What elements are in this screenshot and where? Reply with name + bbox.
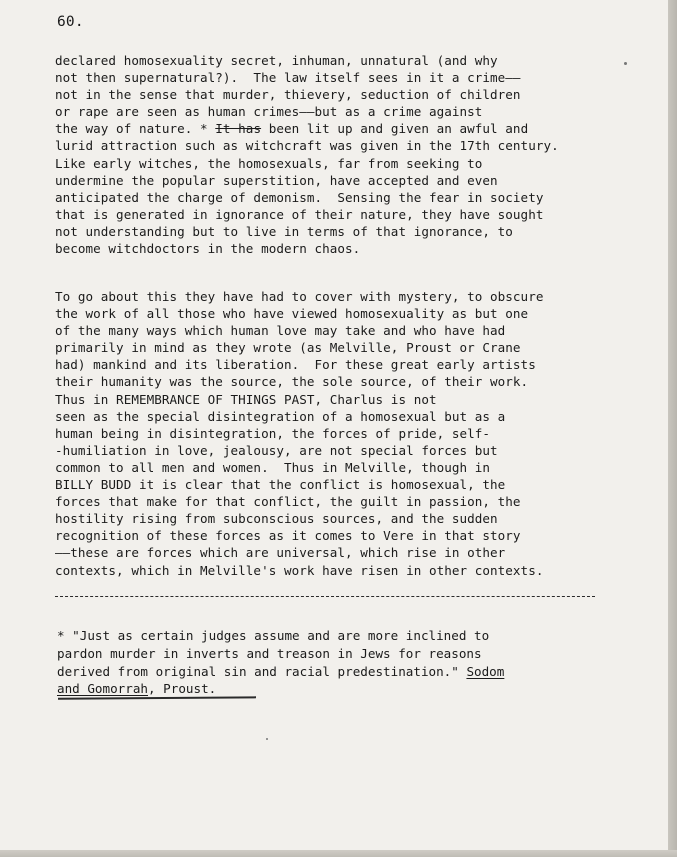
text-line: their humanity was the source, the sole source, of their work. bbox=[55, 374, 529, 390]
text-line: lurid attraction such as witchcraft was given in the 17th century. bbox=[55, 138, 559, 154]
paragraph-1 bbox=[55, 52, 615, 257]
hand-drawn-underline bbox=[58, 696, 256, 699]
text-line: declared homosexuality secret, inhuman, unnatural (and why bbox=[55, 53, 498, 68]
text-line: of the many ways which human love may take and who have had bbox=[55, 323, 506, 339]
book-title-part: Sodom bbox=[466, 663, 505, 679]
footnote bbox=[57, 627, 617, 698]
text-line: recognition of these forces as it comes to Vere in that story bbox=[55, 528, 521, 544]
text-line: primarily in mind as they wrote (as Melville, Proust or Crane bbox=[55, 340, 521, 356]
corrected-text: It has bbox=[215, 121, 262, 137]
text-line: not in the sense that murder, thievery, seduction of children bbox=[55, 87, 521, 103]
text-line: forces that make for that conflict, the guilt in passion, the bbox=[55, 494, 521, 510]
footnote-text: derived from original sin and racial predestination." bbox=[57, 663, 467, 679]
text-line: the work of all those who have viewed homosexuality as but one bbox=[55, 306, 529, 322]
text-line: contexts, which in Melville's work have risen in other contexts. bbox=[55, 562, 544, 578]
paper-speck bbox=[624, 62, 627, 65]
text-line: or rape are seen as human crimes——but as a crime against bbox=[55, 104, 483, 120]
text-line: not then supernatural?). The law itself sees in it a crime—— bbox=[55, 70, 521, 86]
text-line: Thus in REMEMBRANCE OF THINGS PAST, Charlus is not bbox=[55, 391, 437, 407]
footnote-line: pardon murder in inverts and treason in Jews for reasons bbox=[57, 645, 482, 661]
text-fragment: been lit up and given an awful and bbox=[261, 121, 529, 137]
text-fragment: the way of nature. * bbox=[55, 121, 216, 137]
text-line: ——these are forces which are universal, which rise in other bbox=[55, 545, 506, 561]
footnote-line: * "Just as certain judges assume and are more inclined to bbox=[57, 628, 490, 643]
text-line: hostility rising from subconscious sources, and the sudden bbox=[55, 511, 498, 527]
text-line: BILLY BUDD it is clear that the conflict is homosexual, the bbox=[55, 477, 506, 493]
book-title-part: and Gomorrah bbox=[57, 681, 148, 697]
text-line: had) mankind and its liberation. For these great early artists bbox=[55, 357, 536, 373]
text-line: anticipated the charge of demonism. Sensing the fear in society bbox=[55, 189, 544, 205]
paper-speck bbox=[266, 738, 268, 740]
footnote-author: , Proust. bbox=[148, 681, 217, 697]
text-line: not understanding but to live in terms of that ignorance, to bbox=[55, 223, 513, 239]
text-line: -humiliation in love, jealousy, are not special forces but bbox=[55, 442, 498, 458]
footnote-line bbox=[57, 663, 617, 681]
page-number: 60. bbox=[57, 14, 84, 30]
text-line: seen as the special disintegration of a homosexual but as a bbox=[55, 408, 506, 424]
footnote-line bbox=[57, 680, 617, 698]
text-line: human being in disintegration, the forces of pride, self- bbox=[55, 425, 491, 441]
text-line: Like early witches, the homosexuals, far from seeking to bbox=[55, 155, 483, 171]
footnote-separator bbox=[55, 596, 595, 597]
paragraph-2 bbox=[55, 288, 615, 579]
text-line: To go about this they have had to cover with mystery, to obscure bbox=[55, 289, 544, 304]
text-line: undermine the popular superstition, have accepted and even bbox=[55, 172, 498, 188]
text-line-with-correction bbox=[55, 120, 615, 137]
page-bottom-shadow bbox=[0, 850, 677, 857]
text-line: that is generated in ignorance of their nature, they have sought bbox=[55, 206, 544, 222]
text-line: common to all men and women. Thus in Melville, though in bbox=[55, 459, 491, 475]
text-line: become witchdoctors in the modern chaos. bbox=[55, 241, 361, 257]
page-edge-shadow bbox=[668, 0, 677, 857]
